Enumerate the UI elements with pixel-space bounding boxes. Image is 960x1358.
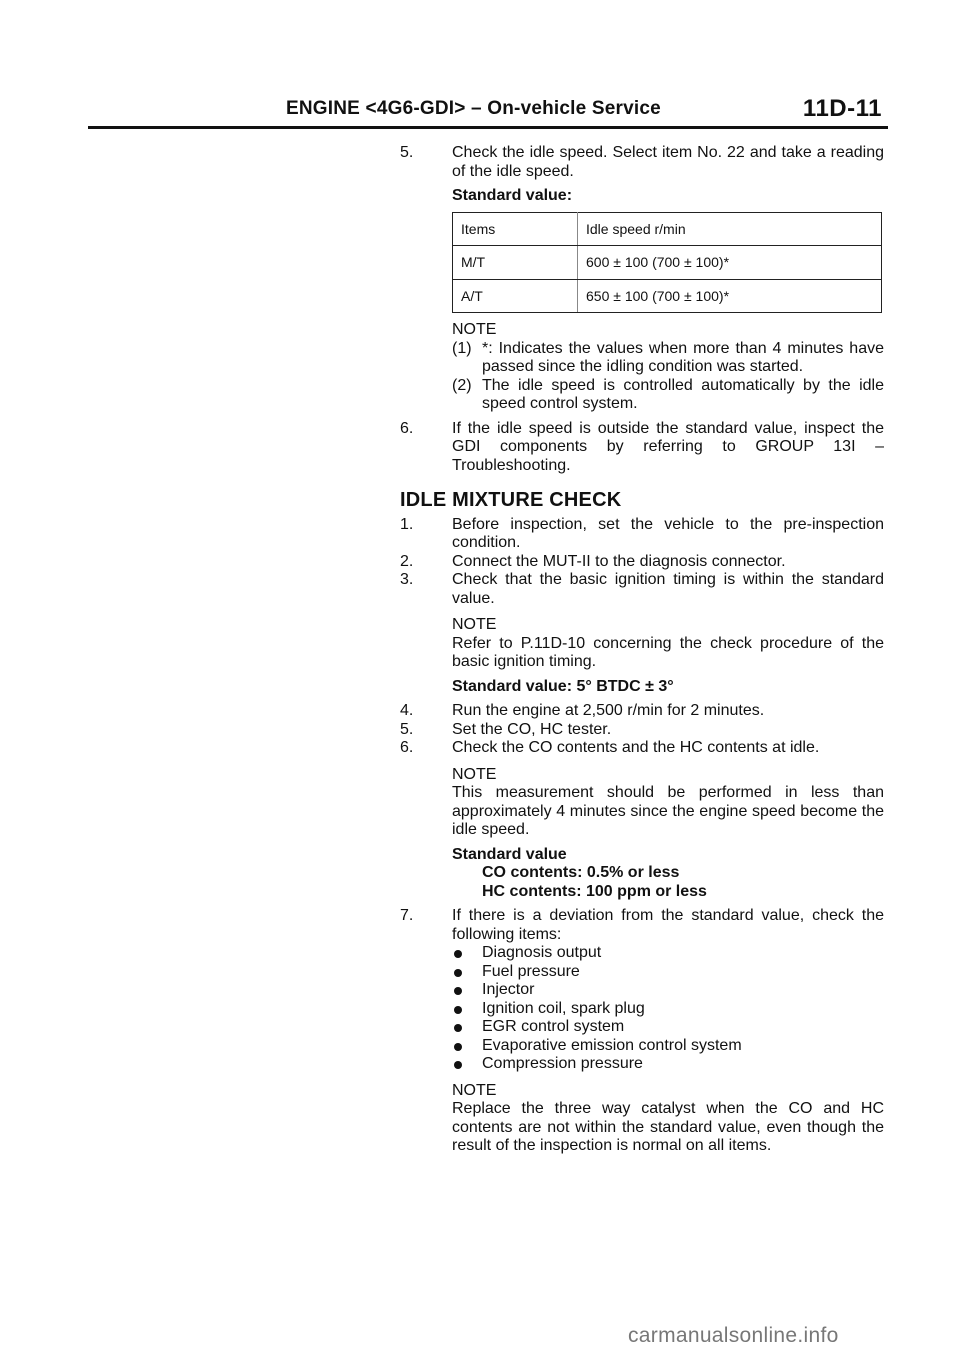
note-label: NOTE <box>452 321 497 338</box>
idle-speed-table <box>452 212 882 314</box>
step-text: Run the engine at 2,500 r/min for 2 minutes. <box>452 702 765 719</box>
note-item-number: (2) <box>452 376 472 394</box>
table-header-cell: Items <box>453 212 578 246</box>
step-text: Check that the basic ignition timing is within the standard value. <box>452 571 884 607</box>
note-item-text: *: Indicates the values when more than 4 minutes have passed since the idling condition was started. <box>482 339 884 375</box>
note-label: NOTE <box>452 616 497 633</box>
step-1 <box>400 516 884 553</box>
step-text: If there is a deviation from the standard value, check the following items: <box>452 907 884 943</box>
step-number: 6. <box>400 739 414 756</box>
list-item <box>400 981 884 1000</box>
step-5b <box>400 721 884 740</box>
list-item <box>400 944 884 963</box>
page-title: ENGINE <4G6-GDI> – On-vehicle Service <box>286 98 661 119</box>
step-text: Connect the MUT-II to the diagnosis connector. <box>452 552 786 570</box>
note-item-number: (1) <box>452 339 472 357</box>
step-6b <box>400 739 884 758</box>
list-item-text: Injector <box>482 981 535 998</box>
list-item-text: EGR control system <box>482 1018 625 1035</box>
table-cell: A/T <box>453 279 578 313</box>
list-item-text: Diagnosis output <box>482 944 602 961</box>
table-row <box>453 279 882 313</box>
step-7 <box>400 907 884 944</box>
list-item <box>400 1037 884 1056</box>
page-number: 11D-11 <box>802 95 882 122</box>
list-item <box>400 1018 884 1037</box>
step-5 <box>400 144 884 181</box>
note-text: This measurement should be performed in less than approximately 4 minutes since the engine speed become the idle speed. <box>452 784 884 838</box>
standard-value-co: CO contents: 0.5% or less <box>482 864 680 881</box>
header-rule <box>88 126 888 129</box>
step-number: 6. <box>400 419 414 437</box>
step-text: Set the CO, HC tester. <box>452 720 612 738</box>
step-text: If the idle speed is outside the standard value, inspect the GDI components by referring to GROUP 13I – Troubleshooting. <box>452 419 884 474</box>
step-number: 5. <box>400 144 414 161</box>
list-item-text: Ignition coil, spark plug <box>482 999 645 1017</box>
bullet-icon <box>454 1043 462 1051</box>
bullet-icon <box>454 1024 462 1032</box>
list-item-text: Evaporative emission control system <box>482 1036 742 1054</box>
note-item-text: The idle speed is controlled automatically by the idle speed control system. <box>482 376 884 412</box>
list-item <box>400 1000 884 1019</box>
main-content <box>400 144 884 1156</box>
bullet-icon <box>454 987 462 995</box>
note-text: Refer to P.11D-10 concerning the check procedure of the basic ignition timing. <box>452 634 884 670</box>
bullet-icon <box>454 950 462 958</box>
step-number: 4. <box>400 702 414 719</box>
standard-value-label: Standard value <box>452 845 567 863</box>
bullet-icon <box>454 969 462 977</box>
step-4 <box>400 702 884 721</box>
list-item <box>400 963 884 982</box>
table-cell: 650 ± 100 (700 ± 100)* <box>578 279 882 313</box>
list-item-text: Fuel pressure <box>482 962 580 980</box>
standard-value-label: Standard value: <box>452 187 573 204</box>
step-number: 7. <box>400 907 414 924</box>
step-number: 3. <box>400 571 414 588</box>
list-item <box>400 1055 884 1074</box>
table-row <box>453 246 882 280</box>
table-header-cell: Idle speed r/min <box>578 212 882 246</box>
step-number: 1. <box>400 515 414 533</box>
table-header-row <box>453 212 882 246</box>
watermark: carmanualsonline.info <box>628 1324 839 1347</box>
note-item <box>400 377 884 414</box>
standard-value-hc: HC contents: 100 ppm or less <box>482 882 707 900</box>
step-text: Check the CO contents and the HC contents at idle. <box>452 739 820 756</box>
step-number: 5. <box>400 720 414 738</box>
standard-value: Standard value: 5° BTDC ± 3° <box>452 677 674 695</box>
step-text: Before inspection, set the vehicle to the pre-inspection condition. <box>452 515 884 551</box>
page-header <box>88 95 888 128</box>
table-cell: 600 ± 100 (700 ± 100)* <box>578 246 882 280</box>
step-2 <box>400 553 884 572</box>
table-cell: M/T <box>453 246 578 280</box>
note-label: NOTE <box>452 765 497 783</box>
note-item <box>400 340 884 377</box>
note-label: NOTE <box>452 1081 497 1099</box>
step-3 <box>400 571 884 608</box>
note-text: Replace the three way catalyst when the CO and HC contents are not within the standard value, even though the result of the inspection is normal on all items. <box>452 1100 884 1154</box>
section-title: IDLE MIXTURE CHECK <box>400 489 622 511</box>
step-6 <box>400 420 884 476</box>
list-item-text: Compression pressure <box>482 1055 643 1072</box>
step-text: Check the idle speed. Select item No. 22 and take a reading of the idle speed. <box>452 144 884 180</box>
bullet-icon <box>454 1061 462 1069</box>
bullet-icon <box>454 1006 462 1014</box>
step-number: 2. <box>400 552 414 570</box>
